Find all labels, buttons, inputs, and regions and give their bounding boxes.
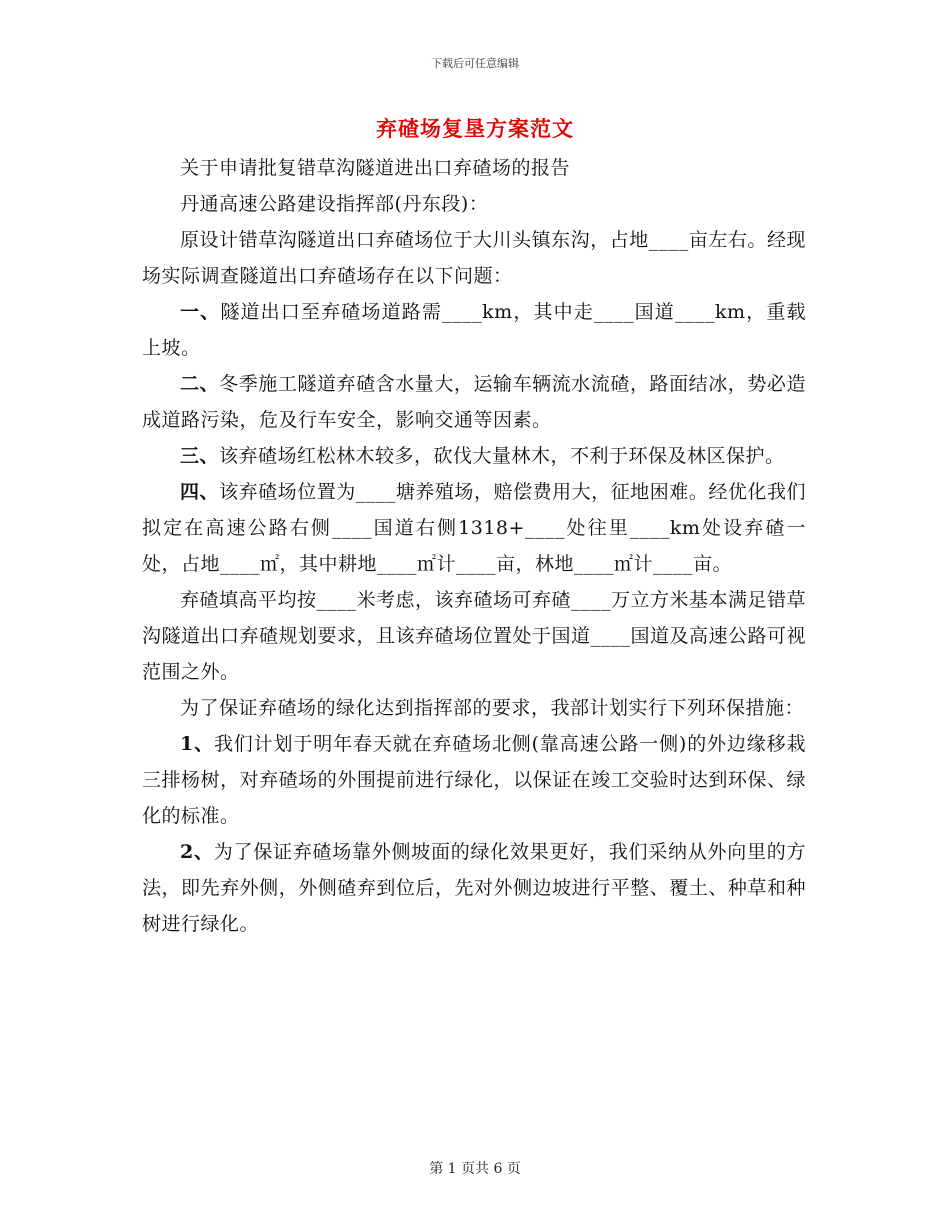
paragraph-measure-1: 1、我们计划于明年春天就在弃碴场北侧(靠高速公路一侧)的外边缘移栽三排杨树，对弃碴场的外围提前进行绿化，以保证在竣工交验时达到环保、绿化的标准。	[142, 733, 806, 827]
paragraph-issue-2: 二、冬季施工隧道弃碴含水量大，运输车辆流水流碴，路面结冰，势必造成道路污染，危及行车安全，影响交通等因素。	[142, 373, 806, 431]
paragraph-issue-1: 一、隧道出口至弃碴场道路需____km，其中走____国道____km，重载上坡。	[142, 301, 806, 359]
paragraph-greening-intro: 为了保证弃碴场的绿化达到指挥部的要求，我部计划实行下列环保措施：	[180, 697, 805, 719]
paragraph-issue-4: 四、该弃碴场位置为____塘养殖场，赔偿费用大，征地困难。经优化我们拟定在高速公路右侧____国道右侧1318+____处往里____km处设弃碴一处，占地____㎡，其中耕地____㎡计____亩，林地____㎡计____亩。	[142, 481, 806, 575]
paragraph-addressee: 丹通高速公路建设指挥部(丹东段)：	[180, 193, 489, 215]
paragraph-intro: 原设计错草沟隧道出口弃碴场位于大川头镇东沟，占地____亩左右。经现场实际调查隧道出口弃碴场存在以下问题：	[142, 229, 806, 287]
paragraph-issue-3: 三、该弃碴场红松林木较多，砍伐大量林木，不利于环保及林区保护。	[180, 445, 785, 467]
paragraph-fill-height: 弃碴填高平均按____米考虑，该弃碴场可弃碴____万立方米基本满足错草沟隧道出口弃碴规划要求，且该弃碴场位置处于国道____国道及高速公路可视范围之外。	[142, 589, 807, 683]
page-footer: 第 1 页共 6 页	[429, 1161, 521, 1177]
page-header: 下载后可任意编辑	[431, 57, 519, 70]
paragraph-measure-2: 2、为了保证弃碴场靠外侧坡面的绿化效果更好，我们采纳从外向里的方法，即先弃外侧，外侧碴弃到位后，先对外侧边坡进行平整、覆土、种草和种树进行绿化。	[142, 841, 806, 935]
document-body	[142, 150, 806, 942]
document-title: 弃碴场复垦方案范文	[376, 116, 574, 141]
paragraph-report-title: 关于申请批复错草沟隧道进出口弃碴场的报告	[180, 157, 571, 179]
